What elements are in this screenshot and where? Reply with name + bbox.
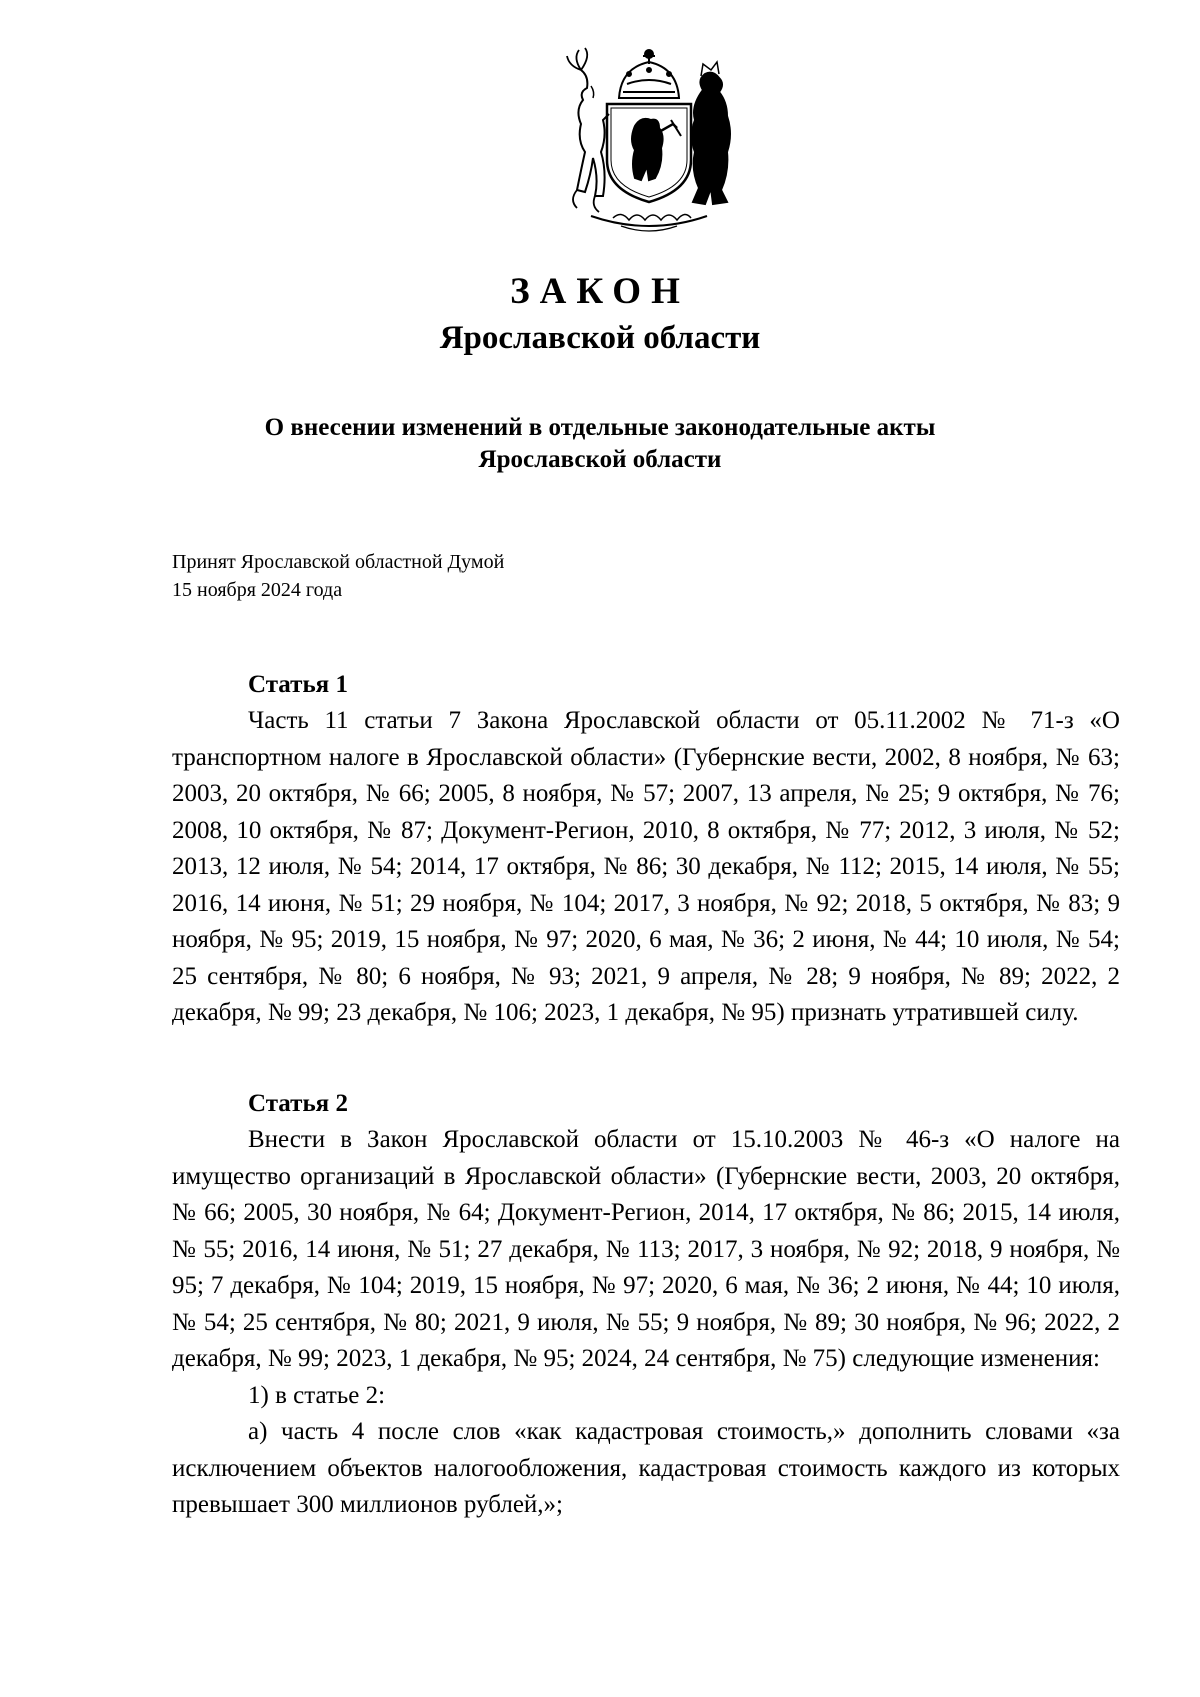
article-1-body	[172, 703, 1120, 1032]
subject-line-1: О внесении изменений в отдельные законодательные акты	[264, 414, 936, 441]
document-subject	[170, 412, 1030, 476]
article-2-paragraph: 1) в статье 2:	[248, 1381, 386, 1409]
region-title: Ярославской области	[439, 320, 761, 356]
article-2-body	[172, 1122, 1120, 1524]
article-2-heading: Статья 2	[248, 1090, 348, 1117]
article-2-paragraph: Внести в Закон Ярославской области от 15.10.2003 № 46-з «О налоге на имущество организаций в Ярославской области» (Губернские вести, 2003, 20 октября, № 66; 2005, 30 ноября, № 64; Документ-Регион, 2014, 17 октября, № 86; 2015, 14 июля, № 55; 2016, 14 июня, № 51; 27 декабря, № 113; 2017, 3 ноября, № 92; 2018, 9 ноября, № 95; 7 декабря, № 104; 2019, 15 ноября, № 97; 2020, 6 мая, № 36; 2 июня, № 44; 10 июля, № 54; 25 сентября, № 80; 2021, 9 июля, № 55; 9 ноября, № 89; 30 ноября, № 96; 2022, 2 декабря, № 99; 2023, 1 декабря, № 95; 2024, 24 сентября, № 75) следующие изменения:	[172, 1126, 1120, 1372]
article-1-paragraph: Часть 11 статьи 7 Закона Ярославской области от 05.11.2002 № 71-з «О транспортном налоге в Ярославской области» (Губернские вести, 2002, 8 ноября, № 63; 2003, 20 октября, № 66; 2005, 8 ноября, № 57; 2007, 13 апреля, № 25; 9 октября, № 76; 2008, 10 октября, № 87; Документ-Регион, 2010, 8 октября, № 77; 2012, 3 июля, № 52; 2013, 12 июля, № 54; 2014, 17 октября, № 86; 30 декабря, № 112; 2015, 14 июля, № 55; 2016, 14 июня, № 51; 29 ноября, № 104; 2017, 3 ноября, № 92; 2018, 5 октября, № 83; 9 ноября, № 95; 2019, 15 ноября, № 97; 2020, 6 мая, № 36; 2 июня, № 44; 10 июля, № 54; 25 сентября, № 80; 6 ноября, № 93; 2021, 9 апреля, № 28; 9 ноября, № 89; 2022, 2 декабря, № 99; 23 декабря, № 106; 2023, 1 декабря, № 95) признать утратившей силу.	[172, 707, 1120, 1026]
adoption-info	[172, 548, 504, 604]
article-2-paragraph: а) часть 4 после слов «как кадастровая стоимость,» дополнить словами «за исключением объектов налогообложения, кадастровая стоимость каждого из которых превышает 300 миллионов рублей,»;	[172, 1418, 1120, 1518]
subject-line-2: Ярославской области	[478, 446, 722, 473]
adoption-date: 15 ноября 2024 года	[172, 579, 343, 601]
coat-of-arms-icon	[551, 40, 747, 240]
document-type-title: ЗАКОН	[510, 271, 690, 312]
article-1-heading: Статья 1	[248, 671, 348, 698]
adoption-line-1: Принят Ярославской областной Думой	[172, 551, 505, 573]
